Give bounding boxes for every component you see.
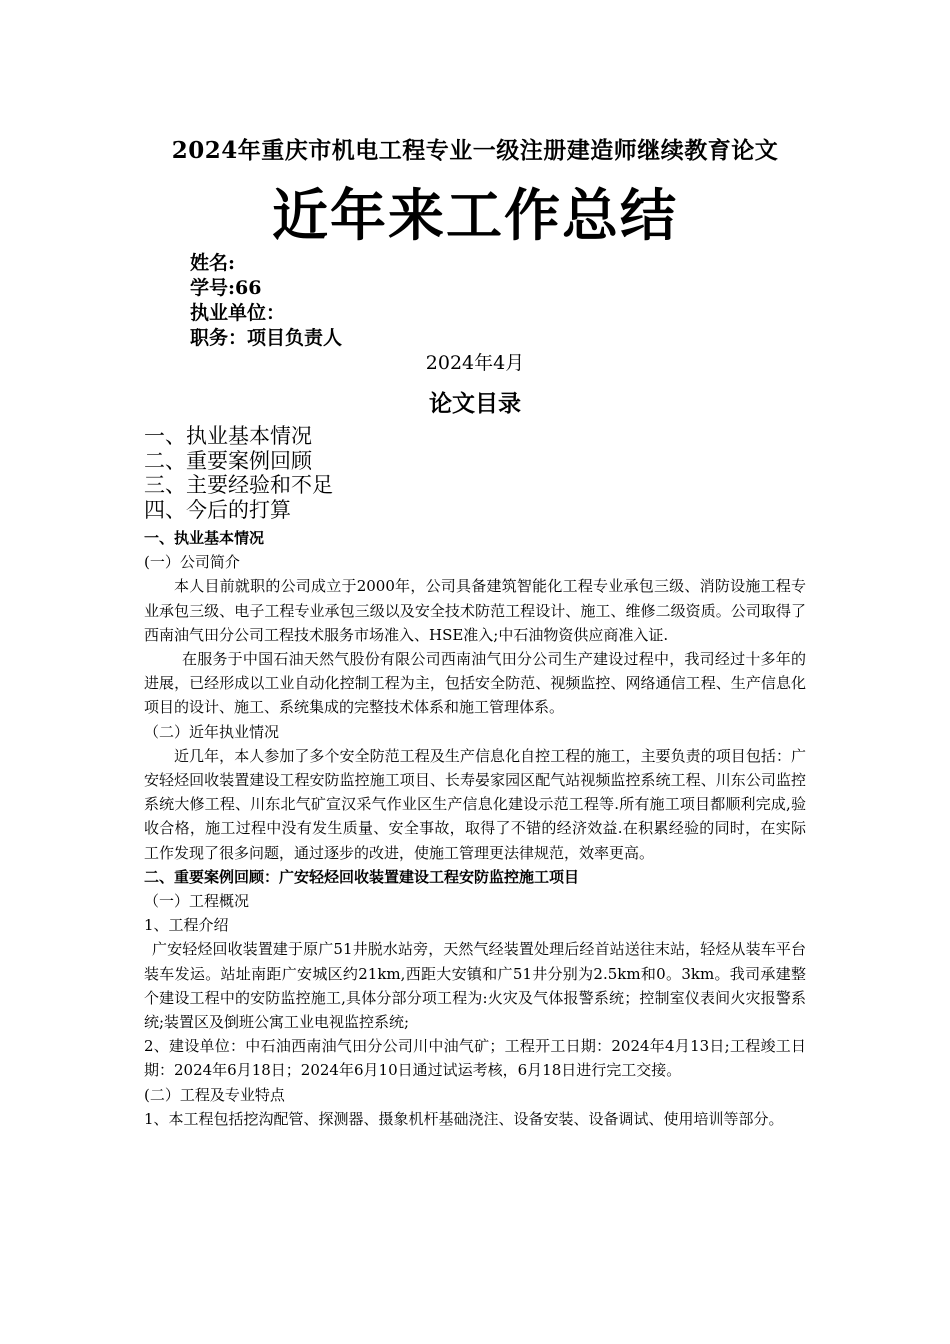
toc-item: 四、今后的打算 (144, 497, 291, 522)
job-position: 职务：项目负责人 (190, 327, 343, 349)
toc-item: 二、重要案例回顾 (144, 448, 312, 473)
subsection-heading: （二）近年执业情况 (144, 722, 280, 741)
paragraph: 在服务于中国石油天然气股份有限公司西南油气田分公司生产建设过程中，我司经过十多年的进展，已经形成以工业自动化控制工程为主，包括安全防范、视频监控、网络通信工程、生产信息化项目的设计、施工、系统集成的完整技术体系和施工管理体系。 (144, 650, 806, 717)
student-number: 学号:66 (190, 277, 262, 299)
employer-unit: 执业单位： (190, 302, 286, 324)
subsection-heading: （一）工程概况 (144, 892, 250, 911)
item-heading: 1、工程介绍 (144, 916, 229, 935)
document-date: 2024年4月 (425, 352, 525, 374)
main-title: 近年来工作总结 (272, 183, 678, 249)
paragraph: 本人目前就职的公司成立于2000年，公司具备建筑智能化工程专业承包三级、消防设施工程专业承包三级、电子工程专业承包三级以及安全技术防范工程设计、施工、维修二级资质。公司取得了西南油气田分公司工程技术服务市场准入、HSE准入;中石油物资供应商准入证. (144, 577, 806, 644)
author-name: 姓名: (190, 252, 236, 274)
section-heading: 二、重要案例回顾：广安轻烃回收装置建设工程安防监控施工项目 (144, 867, 580, 886)
subsection-heading: (一）公司简介 (144, 553, 240, 572)
paragraph: 广安轻烃回收装置建于原广51井脱水站旁，天然气经装置处理后经首站送往末站，轻烃从装车平台装车发运。站址南距广安城区约21km,西距大安镇和广51井分别为2.5km和0。3km。我司承建整个建设工程中的安防监控施工,具体分部分项工程为:火灾及气体报警系统；控制室仪表间火灾报警系统;装置区及倒班公寓工业电视监控系统; (144, 940, 806, 1032)
table-of-contents (144, 424, 333, 522)
toc-item: 一、执业基本情况 (144, 424, 312, 448)
subsection-heading: (二）工程及专业特点 (144, 1085, 285, 1104)
document-title: 2024年重庆市机电工程专业一级注册建造师继续教育论文 (171, 137, 779, 164)
paragraph: 2、建设单位：中石油西南油气田分公司川中油气矿；工程开工日期：2024年4月13日;工程竣工日期：2024年6月18日；2024年6月10日通过试运考核，6月18日进行完工交接。 (144, 1037, 806, 1080)
paragraph: 近几年，本人参加了多个安全防范工程及生产信息化自控工程的施工，主要负责的项目包括：广安轻烃回收装置建设工程安防监控施工项目、长寿晏家园区配气站视频监控系统工程、川东公司监控系统大修工程、川东北气矿宣汉采气作业区生产信息化建设示范工程等.所有施工项目都顺利完成,验收合格，施工过程中没有发生质量、安全事故，取得了不错的经济效益.在积累经验的同时，在实际工作发现了很多问题，通过逐步的改进，使施工管理更法律规范，效率更高。 (144, 746, 806, 862)
section-heading: 一、执业基本情况 (144, 529, 265, 547)
document-body (144, 526, 806, 1131)
toc-item: 三、主要经验和不足 (144, 473, 333, 497)
paragraph: 1、本工程包括挖沟配管、探测器、摄象机杆基础浇注、设备安装、设备调试、使用培训等部分。 (144, 1109, 784, 1128)
toc-title: 论文目录 (429, 390, 521, 417)
